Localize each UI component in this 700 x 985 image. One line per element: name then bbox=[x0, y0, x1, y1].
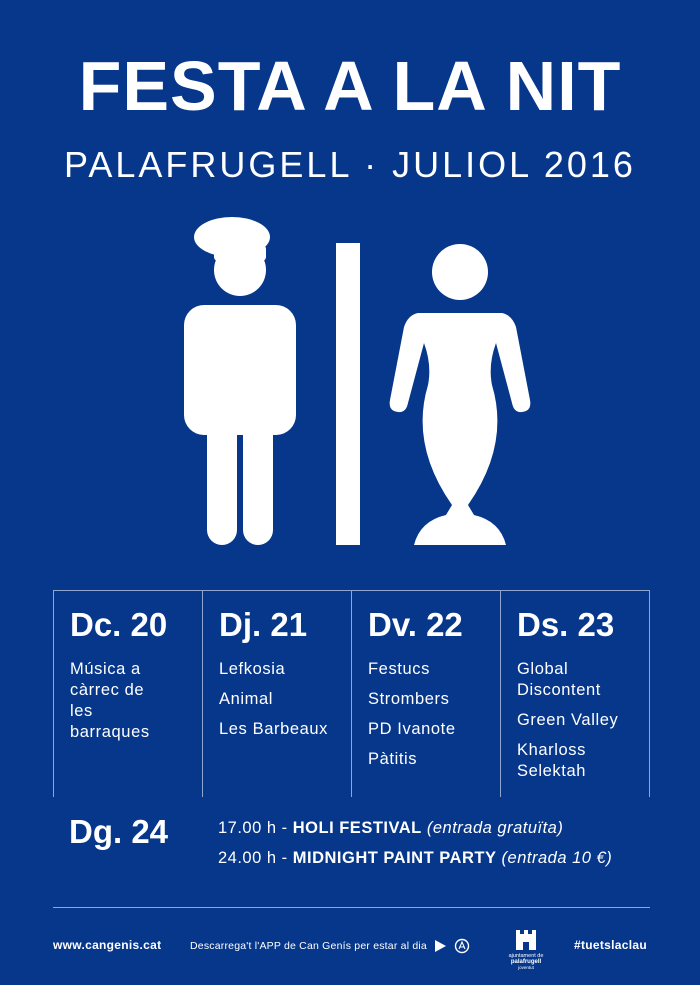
day-column bbox=[351, 591, 500, 797]
day-label: Dv. 22 bbox=[368, 606, 463, 643]
act-name: Lefkosia bbox=[219, 660, 286, 678]
event-note: (entrada gratuïta) bbox=[426, 819, 564, 837]
logo-text-line: palafrugell bbox=[510, 959, 542, 965]
act-name: Kharloss Selektah bbox=[517, 741, 587, 780]
hashtag: #tuetslaclau bbox=[574, 938, 647, 952]
logo-text-line: joventut bbox=[518, 965, 534, 970]
day-acts bbox=[219, 659, 353, 749]
event-name: MIDNIGHT PAINT PARTY bbox=[292, 849, 497, 867]
sailor-man-icon bbox=[184, 217, 296, 545]
ajuntament-logo bbox=[503, 926, 549, 974]
logo-text-line: ajuntament de bbox=[508, 953, 544, 959]
footer-divider bbox=[53, 907, 650, 908]
day-column bbox=[53, 591, 202, 797]
day-acts bbox=[517, 659, 651, 791]
day-column bbox=[202, 591, 351, 797]
divider-bar bbox=[336, 243, 360, 545]
act-name: Festucs bbox=[368, 660, 430, 678]
event-line bbox=[218, 818, 563, 838]
act-name: Música a càrrec de les barraques bbox=[70, 660, 150, 741]
mermaid-woman-icon bbox=[390, 244, 531, 545]
event-note: (entrada 10 €) bbox=[501, 849, 613, 867]
restroom-figures bbox=[170, 215, 540, 555]
play-store-icon[interactable] bbox=[435, 940, 446, 952]
day-acts bbox=[368, 659, 502, 779]
act-name: Les Barbeaux bbox=[219, 720, 329, 738]
day-acts bbox=[70, 659, 204, 752]
act-name: Animal bbox=[219, 690, 274, 708]
app-store-links bbox=[433, 938, 473, 954]
event-time: 17.00 h - bbox=[218, 819, 288, 837]
act-name: Global Discontent bbox=[517, 660, 601, 699]
act-name: PD Ivanote bbox=[368, 720, 456, 738]
act-name: Green Valley bbox=[517, 711, 619, 729]
act-name: Strombers bbox=[368, 690, 450, 708]
app-promo-text: Descarrega't l'APP de Can Genís per estar al dia bbox=[190, 940, 427, 952]
day-column bbox=[500, 591, 650, 797]
poster-title: FESTA A LA NIT bbox=[78, 47, 622, 125]
day-label: Ds. 23 bbox=[517, 606, 615, 643]
day-label: Dj. 21 bbox=[219, 606, 308, 643]
event-line bbox=[218, 848, 612, 868]
website-link[interactable]: www.cangenis.cat bbox=[53, 938, 162, 952]
day-label: Dc. 20 bbox=[70, 606, 168, 643]
event-time: 24.00 h - bbox=[218, 849, 288, 867]
lineup-grid bbox=[53, 590, 650, 797]
act-name: Pàtitis bbox=[368, 750, 418, 768]
poster-subtitle: PALAFRUGELL · JULIOL 2016 bbox=[64, 144, 636, 185]
sunday-label: Dg. 24 bbox=[69, 813, 169, 850]
event-name: HOLI FESTIVAL bbox=[292, 819, 422, 837]
